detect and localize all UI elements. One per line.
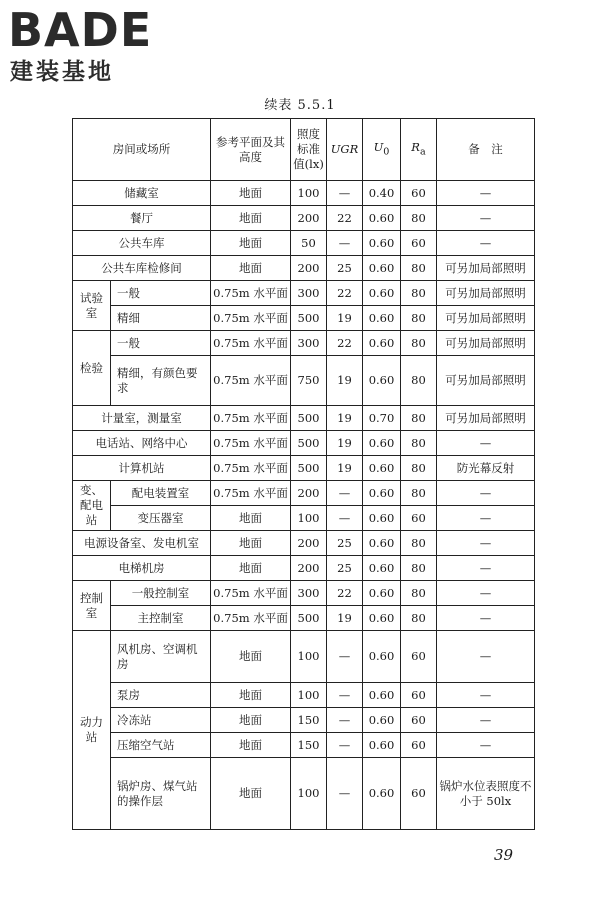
header-ra: $R_a$ <box>401 119 437 181</box>
ref-plane: 地面 <box>211 231 291 256</box>
lux-value: 200 <box>291 206 327 231</box>
table-row <box>73 556 535 581</box>
u0-value: 0.60 <box>363 758 401 830</box>
lux-value: 500 <box>291 306 327 331</box>
u0-value: 0.60 <box>363 356 401 406</box>
table-row <box>73 606 535 631</box>
table-row <box>73 356 535 406</box>
room-name: 公共车库 <box>73 231 211 256</box>
table-row <box>73 431 535 456</box>
remark: — <box>437 206 535 231</box>
lux-value: 500 <box>291 606 327 631</box>
lux-value: 500 <box>291 456 327 481</box>
ugr-value: — <box>327 758 363 830</box>
lux-value: 100 <box>291 758 327 830</box>
remark: — <box>437 581 535 606</box>
table-row <box>73 733 535 758</box>
u0-value: 0.60 <box>363 708 401 733</box>
u0-value: 0.60 <box>363 556 401 581</box>
lux-value: 150 <box>291 708 327 733</box>
table-row <box>73 256 535 281</box>
ugr-value: — <box>327 733 363 758</box>
u0-value: 0.60 <box>363 256 401 281</box>
ref-plane: 地面 <box>211 531 291 556</box>
ref-plane: 0.75m 水平面 <box>211 456 291 481</box>
u0-value: 0.40 <box>363 181 401 206</box>
ugr-value: 22 <box>327 206 363 231</box>
table-row <box>73 306 535 331</box>
u0-value: 0.60 <box>363 606 401 631</box>
ugr-value: 25 <box>327 256 363 281</box>
table-row <box>73 631 535 683</box>
logo-subtitle: 建装基地 <box>10 59 114 85</box>
ref-plane: 0.75m 水平面 <box>211 281 291 306</box>
remark: — <box>437 481 535 506</box>
table-row <box>73 206 535 231</box>
group-label-inspection: 检验 <box>73 331 111 406</box>
remark: — <box>437 683 535 708</box>
u0-value: 0.60 <box>363 481 401 506</box>
room-name: 精细 <box>111 306 211 331</box>
table-caption: 续表 5.5.1 <box>264 98 336 113</box>
remark: — <box>437 506 535 531</box>
room-name: 泵房 <box>111 683 211 708</box>
remark: 可另加局部照明 <box>437 356 535 406</box>
group-label-power-station: 动力站 <box>73 631 111 830</box>
ra-value: 80 <box>401 531 437 556</box>
ra-value: 60 <box>401 181 437 206</box>
table-row <box>73 581 535 606</box>
room-name: 变压器室 <box>111 506 211 531</box>
ugr-value: — <box>327 631 363 683</box>
remark: — <box>437 556 535 581</box>
u0-value: 0.60 <box>363 206 401 231</box>
u0-value: 0.60 <box>363 531 401 556</box>
lux-value: 200 <box>291 481 327 506</box>
ra-value: 60 <box>401 683 437 708</box>
remark: 锅炉水位表照度不小于 50lx <box>437 758 535 830</box>
ra-value: 80 <box>401 406 437 431</box>
table-row <box>73 181 535 206</box>
u0-value: 0.60 <box>363 631 401 683</box>
remark: — <box>437 231 535 256</box>
header-lux: 照度标准值(lx) <box>291 119 327 181</box>
header-ugr: UGR <box>327 119 363 181</box>
u0-value: 0.60 <box>363 431 401 456</box>
ref-plane: 地面 <box>211 181 291 206</box>
ra-value: 80 <box>401 306 437 331</box>
ra-value: 80 <box>401 206 437 231</box>
u0-value: 0.70 <box>363 406 401 431</box>
room-name: 一般 <box>111 281 211 306</box>
ugr-value: 22 <box>327 331 363 356</box>
ref-plane: 地面 <box>211 758 291 830</box>
ref-plane: 0.75m 水平面 <box>211 581 291 606</box>
ra-value: 80 <box>401 331 437 356</box>
table-row <box>73 708 535 733</box>
lux-value: 500 <box>291 431 327 456</box>
ugr-value: — <box>327 231 363 256</box>
group-label-control: 控制室 <box>73 581 111 631</box>
room-name: 计量室，测量室 <box>73 406 211 431</box>
ra-value: 60 <box>401 231 437 256</box>
ref-plane: 0.75m 水平面 <box>211 431 291 456</box>
u0-value: 0.60 <box>363 506 401 531</box>
lux-value: 100 <box>291 181 327 206</box>
lux-value: 300 <box>291 581 327 606</box>
group-label-lab: 试验室 <box>73 281 111 331</box>
remark: — <box>437 606 535 631</box>
remark: — <box>437 181 535 206</box>
remark: 可另加局部照明 <box>437 306 535 331</box>
ra-value: 80 <box>401 431 437 456</box>
ref-plane: 地面 <box>211 733 291 758</box>
room-name: 冷冻站 <box>111 708 211 733</box>
ref-plane: 地面 <box>211 256 291 281</box>
ugr-value: 22 <box>327 281 363 306</box>
lux-value: 200 <box>291 556 327 581</box>
ra-value: 60 <box>401 758 437 830</box>
room-name: 电源设备室、发电机室 <box>73 531 211 556</box>
room-name: 电梯机房 <box>73 556 211 581</box>
room-name: 风机房、空调机房 <box>111 631 211 683</box>
room-name: 餐厅 <box>73 206 211 231</box>
illuminance-table <box>72 118 535 830</box>
lux-value: 300 <box>291 281 327 306</box>
remark: — <box>437 531 535 556</box>
remark: 防光幕反射 <box>437 456 535 481</box>
room-name: 储藏室 <box>73 181 211 206</box>
ra-value: 80 <box>401 556 437 581</box>
table-row <box>73 331 535 356</box>
ra-value: 80 <box>401 256 437 281</box>
table-row <box>73 406 535 431</box>
room-name: 压缩空气站 <box>111 733 211 758</box>
group-label-substation: 变、配电站 <box>73 481 111 531</box>
room-name: 计算机站 <box>73 456 211 481</box>
ugr-value: 19 <box>327 356 363 406</box>
table-row <box>73 758 535 830</box>
table-row <box>73 456 535 481</box>
ugr-value: — <box>327 481 363 506</box>
ra-value: 80 <box>401 281 437 306</box>
lux-value: 500 <box>291 406 327 431</box>
room-name: 公共车库检修间 <box>73 256 211 281</box>
ref-plane: 地面 <box>211 631 291 683</box>
ref-plane: 0.75m 水平面 <box>211 356 291 406</box>
lux-value: 300 <box>291 331 327 356</box>
ref-plane: 地面 <box>211 683 291 708</box>
room-name: 一般控制室 <box>111 581 211 606</box>
header-u0: $U_0$ <box>363 119 401 181</box>
room-name: 配电装置室 <box>111 481 211 506</box>
room-name: 主控制室 <box>111 606 211 631</box>
ref-plane: 0.75m 水平面 <box>211 331 291 356</box>
ra-value: 80 <box>401 356 437 406</box>
table-row <box>73 683 535 708</box>
ref-plane: 0.75m 水平面 <box>211 481 291 506</box>
ugr-value: 25 <box>327 556 363 581</box>
lux-value: 200 <box>291 531 327 556</box>
lux-value: 50 <box>291 231 327 256</box>
ugr-value: 19 <box>327 306 363 331</box>
u0-value: 0.60 <box>363 733 401 758</box>
ref-plane: 0.75m 水平面 <box>211 306 291 331</box>
remark: — <box>437 631 535 683</box>
header-room: 房间或场所 <box>73 119 211 181</box>
ref-plane: 0.75m 水平面 <box>211 606 291 631</box>
u0-value: 0.60 <box>363 331 401 356</box>
table-row <box>73 231 535 256</box>
ref-plane: 0.75m 水平面 <box>211 406 291 431</box>
remark: 可另加局部照明 <box>437 281 535 306</box>
header-plane: 参考平面及其高度 <box>211 119 291 181</box>
ugr-value: 19 <box>327 406 363 431</box>
remark: 可另加局部照明 <box>437 406 535 431</box>
remark: 可另加局部照明 <box>437 331 535 356</box>
ra-value: 60 <box>401 708 437 733</box>
page-number: 39 <box>494 846 514 864</box>
table-row <box>73 281 535 306</box>
ugr-value: — <box>327 506 363 531</box>
ref-plane: 地面 <box>211 506 291 531</box>
ra-value: 60 <box>401 733 437 758</box>
ugr-value: 22 <box>327 581 363 606</box>
lux-value: 150 <box>291 733 327 758</box>
ra-value: 80 <box>401 456 437 481</box>
remark: — <box>437 431 535 456</box>
ra-value: 60 <box>401 506 437 531</box>
ugr-value: — <box>327 181 363 206</box>
room-name: 一般 <box>111 331 211 356</box>
remark: 可另加局部照明 <box>437 256 535 281</box>
lux-value: 100 <box>291 506 327 531</box>
ugr-value: 25 <box>327 531 363 556</box>
header-row <box>73 119 535 181</box>
room-name: 电话站、网络中心 <box>73 431 211 456</box>
ra-value: 80 <box>401 581 437 606</box>
bade-logo <box>8 2 178 88</box>
room-name: 锅炉房、煤气站的操作层 <box>111 758 211 830</box>
table-row <box>73 506 535 531</box>
ugr-value: 19 <box>327 606 363 631</box>
u0-value: 0.60 <box>363 456 401 481</box>
header-remark: 备 注 <box>437 119 535 181</box>
room-name: 精细，有颜色要求 <box>111 356 211 406</box>
u0-value: 0.60 <box>363 231 401 256</box>
ugr-value: — <box>327 708 363 733</box>
u0-value: 0.60 <box>363 281 401 306</box>
u0-value: 0.60 <box>363 306 401 331</box>
lux-value: 100 <box>291 631 327 683</box>
remark: — <box>437 708 535 733</box>
ugr-value: 19 <box>327 456 363 481</box>
lux-value: 200 <box>291 256 327 281</box>
ugr-value: — <box>327 683 363 708</box>
ugr-value: 19 <box>327 431 363 456</box>
ref-plane: 地面 <box>211 708 291 733</box>
ref-plane: 地面 <box>211 206 291 231</box>
ra-value: 80 <box>401 481 437 506</box>
u0-value: 0.60 <box>363 683 401 708</box>
ra-value: 60 <box>401 631 437 683</box>
ra-value: 80 <box>401 606 437 631</box>
lux-value: 100 <box>291 683 327 708</box>
table-row <box>73 531 535 556</box>
ref-plane: 地面 <box>211 556 291 581</box>
u0-value: 0.60 <box>363 581 401 606</box>
logo-wordmark: BADE <box>8 3 153 57</box>
remark: — <box>437 733 535 758</box>
table-row <box>73 481 535 506</box>
lux-value: 750 <box>291 356 327 406</box>
